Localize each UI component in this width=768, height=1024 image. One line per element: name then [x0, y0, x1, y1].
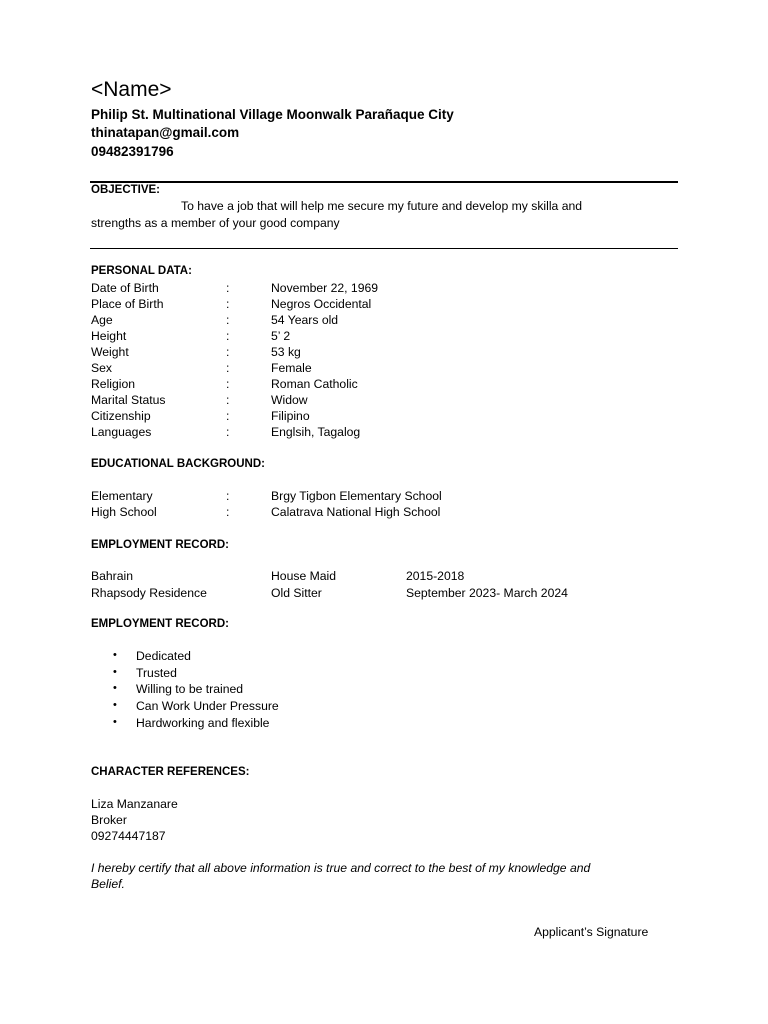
skills-heading: EMPLOYMENT RECORD: [91, 618, 229, 630]
personal-data-cell-3: Widow [271, 393, 308, 407]
personal-data-cell-2: : [226, 281, 230, 295]
applicant-name: <Name> [91, 78, 172, 101]
divider-objective [90, 248, 678, 249]
employment-cell-2: House Maid [271, 569, 337, 583]
employment-cell-1: Rhapsody Residence [91, 586, 207, 600]
personal-data-row [0, 313, 768, 329]
personal-data-cell-3: Englsih, Tagalog [271, 425, 361, 439]
personal-data-cell-2: : [226, 345, 230, 359]
employment-cell-3: September 2023- March 2024 [406, 586, 568, 600]
bullet-icon: • [113, 715, 117, 728]
education-cell-1: High School [91, 505, 157, 519]
bullet-icon: • [113, 699, 117, 712]
certification-line-1: I hereby certify that all above information is true and correct to the best of my knowledge and [91, 861, 591, 875]
signature-label: Applicant’s Signature [534, 925, 649, 939]
education-row [0, 489, 768, 505]
personal-data-heading: PERSONAL DATA: [91, 265, 192, 277]
personal-data-cell-2: : [226, 425, 230, 439]
certification-line-2: Belief. [91, 877, 125, 891]
education-cell-1: Elementary [91, 489, 153, 503]
education-heading: EDUCATIONAL BACKGROUND: [91, 458, 265, 470]
personal-data-cell-1: Languages [91, 425, 152, 439]
personal-data-cell-2: : [226, 361, 230, 375]
skill-text: Willing to be trained [136, 682, 244, 697]
personal-data-cell-3: 53 kg [271, 345, 301, 359]
personal-data-cell-1: Age [91, 313, 113, 327]
personal-data-row [0, 361, 768, 377]
education-cell-2: : [226, 489, 230, 503]
bullet-icon: • [113, 665, 117, 678]
personal-data-cell-2: : [226, 329, 230, 343]
employment-row [0, 586, 768, 602]
objective-line-2: strengths as a member of your good company [91, 216, 340, 230]
personal-data-cell-2: : [226, 409, 230, 423]
reference-occupation: Broker [91, 813, 127, 827]
skill-text: Can Work Under Pressure [136, 699, 279, 714]
personal-data-cell-2: : [226, 377, 230, 391]
reference-name: Liza Manzanare [91, 797, 178, 811]
employment-cell-1: Bahrain [91, 569, 134, 583]
personal-data-cell-3: Female [271, 361, 312, 375]
personal-data-cell-3: Negros Occidental [271, 297, 372, 311]
personal-data-cell-1: Marital Status [91, 393, 166, 407]
personal-data-cell-3: Roman Catholic [271, 377, 358, 391]
education-cell-3: Calatrava National High School [271, 505, 441, 519]
education-row [0, 505, 768, 521]
personal-data-cell-1: Citizenship [91, 409, 151, 423]
education-cell-2: : [226, 505, 230, 519]
skill-text: Hardworking and flexible [136, 715, 270, 730]
education-cell-3: Brgy Tigbon Elementary School [271, 489, 442, 503]
personal-data-cell-1: Date of Birth [91, 281, 159, 295]
personal-data-row [0, 345, 768, 361]
objective-line-1: To have a job that will help me secure my future and develop my skilla and [181, 199, 583, 213]
personal-data-cell-2: : [226, 297, 230, 311]
personal-data-row [0, 281, 768, 297]
personal-data-row [0, 377, 768, 393]
personal-data-cell-1: Height [91, 329, 127, 343]
personal-data-cell-2: : [226, 393, 230, 407]
references-heading: CHARACTER REFERENCES: [91, 766, 250, 778]
skill-text: Trusted [136, 665, 177, 680]
personal-data-cell-1: Sex [91, 361, 113, 375]
employment-cell-2: Old Sitter [271, 586, 322, 600]
objective-heading: OBJECTIVE: [91, 184, 161, 196]
personal-data-cell-3: 5’ 2 [271, 329, 291, 343]
personal-data-row [0, 297, 768, 313]
skill-text: Dedicated [136, 649, 191, 663]
bullet-icon: • [113, 649, 117, 661]
personal-data-cell-3: November 22, 1969 [271, 281, 379, 295]
personal-data-row [0, 409, 768, 425]
personal-data-cell-3: Filipino [271, 409, 310, 423]
bullet-icon: • [113, 682, 117, 695]
employment-row [0, 569, 768, 585]
personal-data-cell-1: Weight [91, 345, 129, 359]
reference-phone: 09274447187 [91, 829, 166, 843]
employment-heading: EMPLOYMENT RECORD: [91, 539, 229, 551]
personal-data-cell-1: Place of Birth [91, 297, 164, 311]
personal-data-row [0, 329, 768, 345]
phone: 09482391796 [91, 144, 174, 159]
employment-cell-3: 2015-2018 [406, 569, 465, 583]
personal-data-row [0, 393, 768, 409]
personal-data-cell-3: 54 Years old [271, 313, 339, 327]
personal-data-cell-1: Religion [91, 377, 136, 391]
personal-data-row [0, 425, 768, 441]
email: thinatapan@gmail.com [91, 125, 240, 140]
address: Philip St. Multinational Village Moonwalk Parañaque City [91, 107, 454, 122]
personal-data-cell-2: : [226, 313, 230, 327]
divider-top [90, 181, 678, 183]
